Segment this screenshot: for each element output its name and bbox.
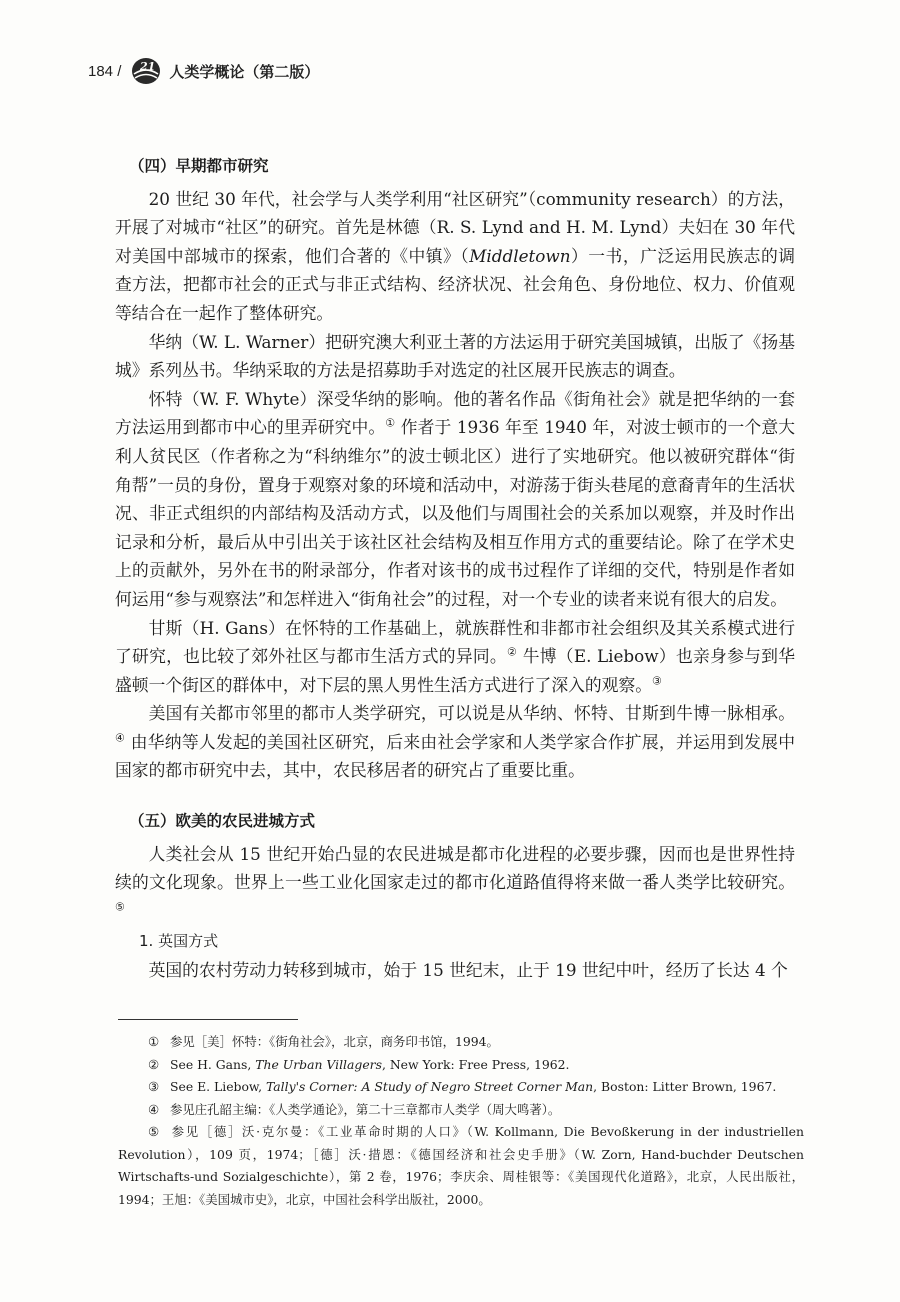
paragraph: 20 世纪 30 年代，社会学与人类学利用“社区研究”（community research）的方法，开展了对城市“社区”的研究。首先是林德（R. S. Lynd and H. M. Lynd）夫妇在 30 年代对美国中部城市的探索，他们合著的《中镇》（Middletown）一书，广泛运用民族志的调查方法，把都市社会的正式与非正式结构、经济状况、社会角色、身份地位、权力、价值观等结合在一起作了整体研究。 bbox=[115, 188, 795, 323]
footnote: ① 参见［美］怀特：《街角社会》，北京，商务印书馆，1994。 bbox=[148, 1034, 499, 1049]
section-heading-early-urban-research: （四）早期都市研究 bbox=[129, 157, 269, 175]
footnote: ④ 参见庄孔韶主编：《人类学通论》，第二十三章都市人类学（周大鸣著）。 bbox=[148, 1101, 561, 1117]
running-header bbox=[88, 56, 319, 86]
publisher-logo-icon bbox=[131, 56, 161, 86]
svg-text:21: 21 bbox=[140, 60, 156, 73]
footnote-ref: ③ bbox=[652, 674, 662, 688]
main-text bbox=[115, 152, 795, 985]
paragraph: 人类社会从 15 世纪开始凸显的农民进城是都市化进程的必要步骤，因而也是世界性持续的文化现象。世界上一些工业化国家走过的都市化道路值得将来做一番人类学比较研究。⑤ bbox=[115, 843, 795, 914]
footnote: ⑤ 参见［德］沃·克尔曼：《工业革命时期的人口》（W. Kollmann, Die Bevoßkerung in der industriellen Revolution），109 页，1974；［德］沃·措恩：《德国经济和社会史手册》（W. Zorn, Hand-buchder Deutschen Wirtschafts-und Sozialgeschichte），第 2 卷，1976；李庆余、周桂银等：《美国现代化道路》，北京，人民出版社，1994；王旭：《美国城市史》，北京，中国社会科学出版社，2000。 bbox=[118, 1124, 804, 1207]
subsection-heading: 1. 英国方式 bbox=[139, 932, 219, 951]
footnote-ref: ② bbox=[506, 645, 518, 659]
paragraph: 英国的农村劳动力转移到城市，始于 15 世纪末，止于 19 世纪中叶，经历了长达 4 个 bbox=[148, 960, 788, 981]
book-title: 人类学概论（第二版） bbox=[169, 62, 320, 81]
footnote-ref: ⑤ bbox=[115, 900, 125, 914]
footnote-ref: ① bbox=[385, 416, 396, 430]
paragraph: 怀特（W. F. Whyte）深受华纳的影响。他的著名作品《街角社会》就是把华纳的一套方法运用到都市中心的里弄研究中。① 作者于 1936 年至 1940 年，对波士顿市的一个意大利人贫民区（作者称之为“科纳维尔”的波士顿北区）进行了实地研究。他以被研究群体“街角帮”一员的身份，置身于观察对象的环境和活动中，对游荡于街头巷尾的意裔青年的生活状况、非正式组织的内部结构及活动方式，以及他们与周围社会的关系加以观察，并及时作出记录和分析，最后从中引出关于该社区社会结构及相互作用方式的重要结论。除了在学术史上的贡献外，另外在书的附录部分，作者对该书的成书过程作了详细的交代，特别是作者如何运用“参与观察法”和怎样进入“街角社会”的过程，对一个专业的读者来说有很大的启发。 bbox=[115, 388, 795, 609]
footnote: ③ See E. Liebow, Tally's Corner: A Study of Negro Street Corner Man, Boston: Litter Brown, 1967. bbox=[148, 1079, 777, 1094]
paragraph: 美国有关都市邻里的都市人类学研究，可以说是从华纳、怀特、甘斯到牛博一脉相承。④ 由华纳等人发起的美国社区研究，后来由社会学家和人类学家合作扩展，并运用到发展中国家的都市研究中去，其中，农民移居者的研究占了重要比重。 bbox=[115, 703, 795, 781]
footnote-divider bbox=[118, 1019, 298, 1020]
section-heading-peasant-migration: （五）欧美的农民进城方式 bbox=[129, 812, 316, 831]
footnote: ② See H. Gans, The Urban Villagers, New York: Free Press, 1962. bbox=[148, 1056, 570, 1072]
footnote-ref: ④ bbox=[115, 731, 126, 745]
footnotes bbox=[118, 1031, 804, 1211]
paragraph: 甘斯（H. Gans）在怀特的工作基础上，就族群性和非都市社会组织及其关系模式进行了研究，也比较了郊外社区与都市生活方式的异同。② 牛博（E. Liebow）也亲身参与到华盛顿一个街区的群体中，对下层的黑人男性生活方式进行了深入的观察。③ bbox=[115, 617, 795, 695]
page-number: 184 / bbox=[88, 62, 122, 80]
paragraph: 华纳（W. L. Warner）把研究澳大利亚土著的方法运用于研究美国城镇，出版了《扬基城》系列丛书。华纳采取的方法是招募助手对选定的社区展开民族志的调查。 bbox=[115, 331, 795, 381]
